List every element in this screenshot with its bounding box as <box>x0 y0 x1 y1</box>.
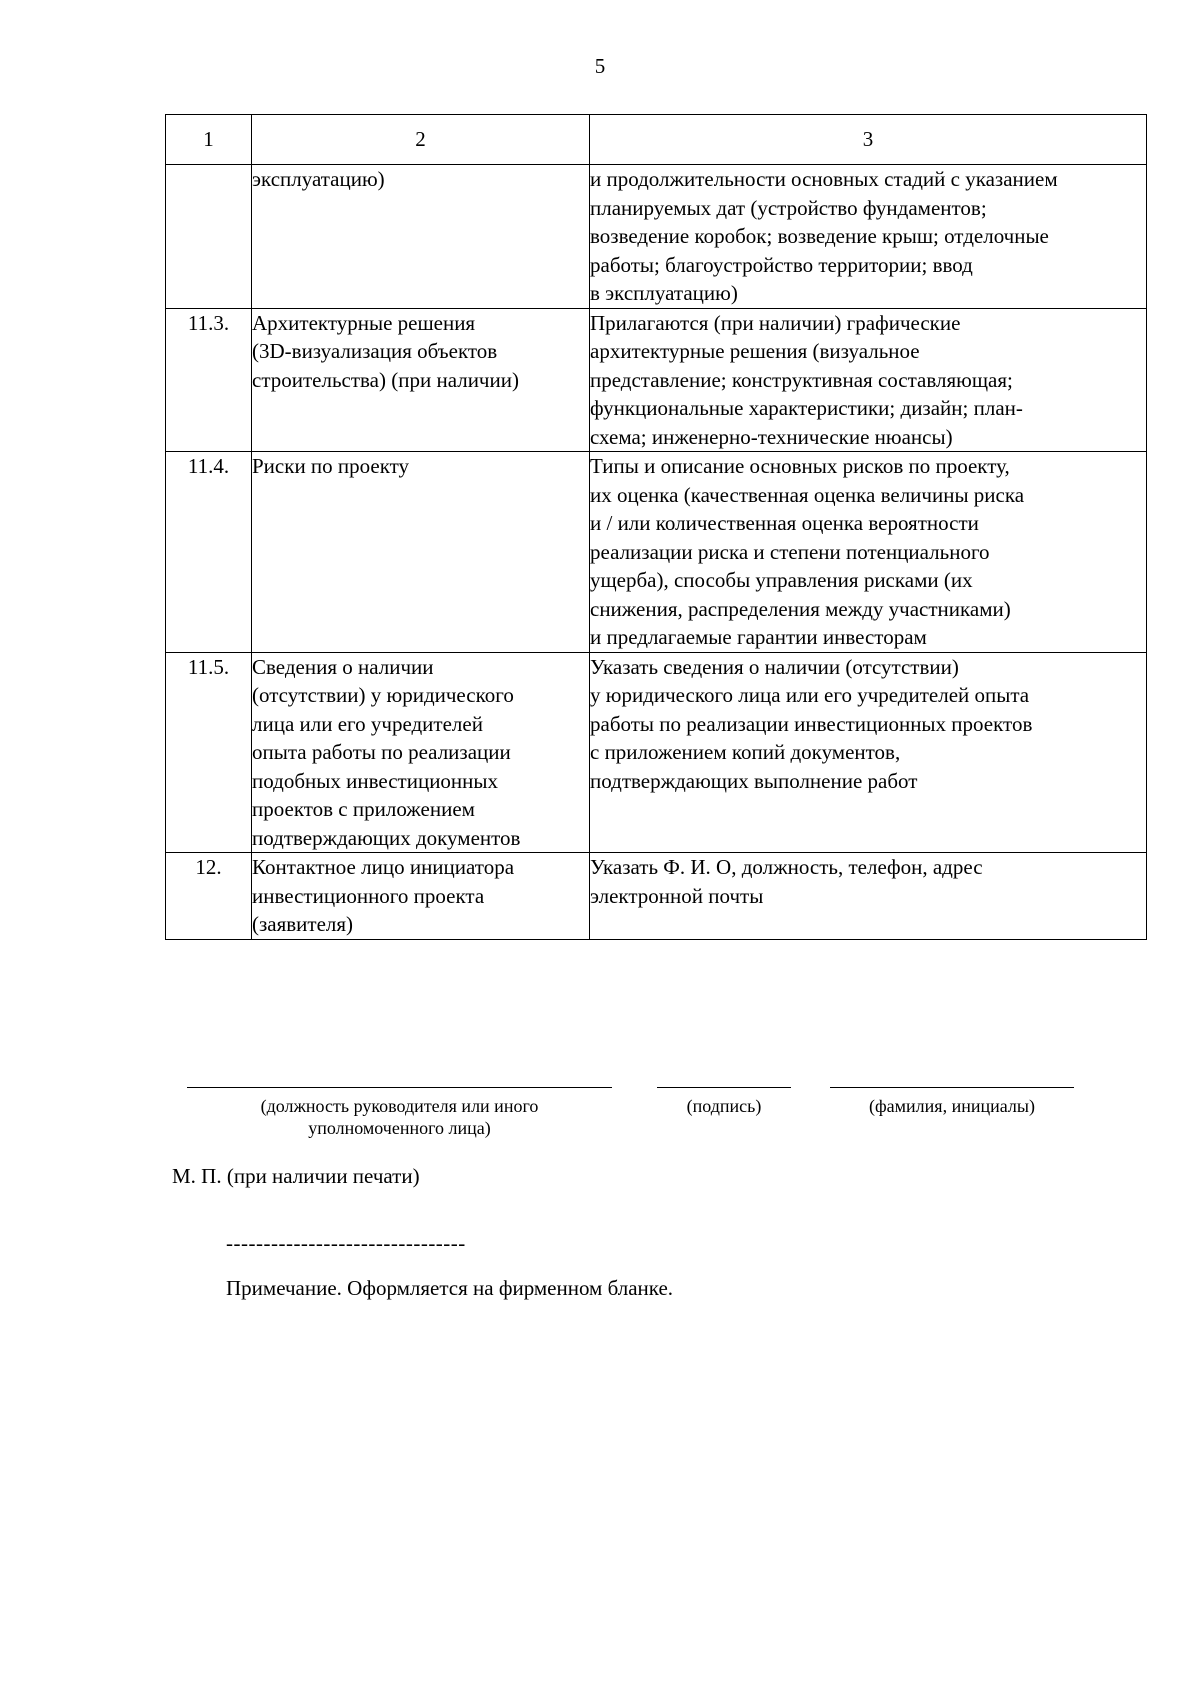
signature-line <box>657 1087 791 1088</box>
row-number <box>166 165 252 309</box>
row-description-line: планируемых дат (устройство фундаментов; <box>590 195 987 220</box>
position-caption-line-1: (должность руководителя или иного <box>260 1096 539 1116</box>
row-description-line: возведение коробок; возведение крыш; отделочные <box>590 224 1049 248</box>
row-description-line: у юридического лица или его учредителей опыта <box>590 683 1030 707</box>
row-description <box>590 652 1147 853</box>
signature-caption: (подпись) <box>686 1096 762 1116</box>
row-name <box>252 165 590 309</box>
table-row <box>166 165 1147 309</box>
row-name-line: подтверждающих документов <box>252 825 521 850</box>
row-description-line: работы; благоустройство территории; ввод <box>590 252 973 277</box>
row-name-line: (3D-визуализация объектов <box>252 339 498 363</box>
row-description <box>590 308 1147 452</box>
stamp-note: М. П. (при наличии печати) <box>172 1164 420 1188</box>
position-signature-line <box>187 1087 612 1088</box>
table-row <box>166 853 1147 940</box>
row-number: 11.3. <box>166 308 252 452</box>
row-description-line: и предлагаемые гарантии инвесторам <box>590 625 927 649</box>
row-description-line: Типы и описание основных рисков по проекту, <box>590 454 1010 478</box>
row-number: 12. <box>166 853 252 940</box>
row-description <box>590 452 1147 653</box>
row-description-line: электронной почты <box>590 883 764 908</box>
row-description-line: их оценка (качественная оценка величины риска <box>590 482 1025 507</box>
table-row <box>166 308 1147 452</box>
note-text: Примечание. Оформляется на фирменном бланке. <box>226 1276 674 1300</box>
row-name-line: строительства) (при наличии) <box>252 367 519 392</box>
row-name-line: Сведения о наличии <box>252 654 434 679</box>
row-name <box>252 308 590 452</box>
row-description-line: в эксплуатацию) <box>590 281 738 305</box>
row-name-line: эксплуатацию) <box>252 167 385 191</box>
row-description-line: и / или количественная оценка вероятности <box>590 511 979 535</box>
name-signature-line <box>830 1087 1074 1088</box>
row-description-line: реализации риска и степени потенциального <box>590 539 990 564</box>
row-name-line: (заявителя) <box>252 912 354 936</box>
row-description-line: Указать сведения о наличии (отсутствии) <box>590 654 959 679</box>
row-description-line: представление; конструктивная составляющая; <box>590 367 1013 392</box>
page-number: 5 <box>594 54 606 78</box>
row-description <box>590 853 1147 940</box>
row-description-line: Прилагаются (при наличии) графические <box>590 310 961 335</box>
row-number: 11.4. <box>166 452 252 653</box>
row-name-line: (отсутствии) у юридического <box>252 683 514 707</box>
row-name-line: лица или его учредителей <box>252 711 483 736</box>
position-caption <box>187 1095 612 1139</box>
row-name <box>252 853 590 940</box>
row-name-line: инвестиционного проекта <box>252 883 485 908</box>
row-description-line: работы по реализации инвестиционных проектов <box>590 711 1033 736</box>
row-name-line: проектов с приложением <box>252 797 475 821</box>
row-description-line: архитектурные решения (визуальное <box>590 339 920 363</box>
note-divider: -------------------------------- <box>226 1231 466 1255</box>
row-name-line: опыта работы по реализации <box>252 740 511 764</box>
row-description-line: и продолжительности основных стадий с указанием <box>590 167 1058 191</box>
name-caption: (фамилия, инициалы) <box>869 1096 1035 1116</box>
row-description-line: с приложением копий документов, <box>590 740 901 764</box>
row-description-line: ущерба), способы управления рисками (их <box>590 568 973 592</box>
table-header-row <box>166 115 1147 165</box>
row-name-line: Риски по проекту <box>252 454 410 478</box>
row-description-line: подтверждающих выполнение работ <box>590 768 918 793</box>
row-name-line: Архитектурные решения <box>252 310 476 335</box>
header-col-3: 3 <box>590 115 1147 165</box>
row-name <box>252 452 590 653</box>
row-description-line: снижения, распределения между участниками) <box>590 596 1011 621</box>
row-name <box>252 652 590 853</box>
row-description-line: схема; инженерно-технические нюансы) <box>590 424 953 449</box>
row-description-line: функциональные характеристики; дизайн; план- <box>590 396 1023 420</box>
header-col-2: 2 <box>252 115 590 165</box>
row-name-line: Контактное лицо инициатора <box>252 855 515 879</box>
form-table <box>165 114 1147 940</box>
table-row <box>166 452 1147 653</box>
row-name-line: подобных инвестиционных <box>252 768 499 793</box>
table-row <box>166 652 1147 853</box>
position-caption-line-2: уполномоченного лица) <box>308 1118 491 1138</box>
row-description-line: Указать Ф. И. О, должность, телефон, адрес <box>590 855 983 879</box>
header-col-1: 1 <box>166 115 252 165</box>
row-number: 11.5. <box>166 652 252 853</box>
row-description <box>590 165 1147 309</box>
signature-block <box>0 1064 1200 1154</box>
